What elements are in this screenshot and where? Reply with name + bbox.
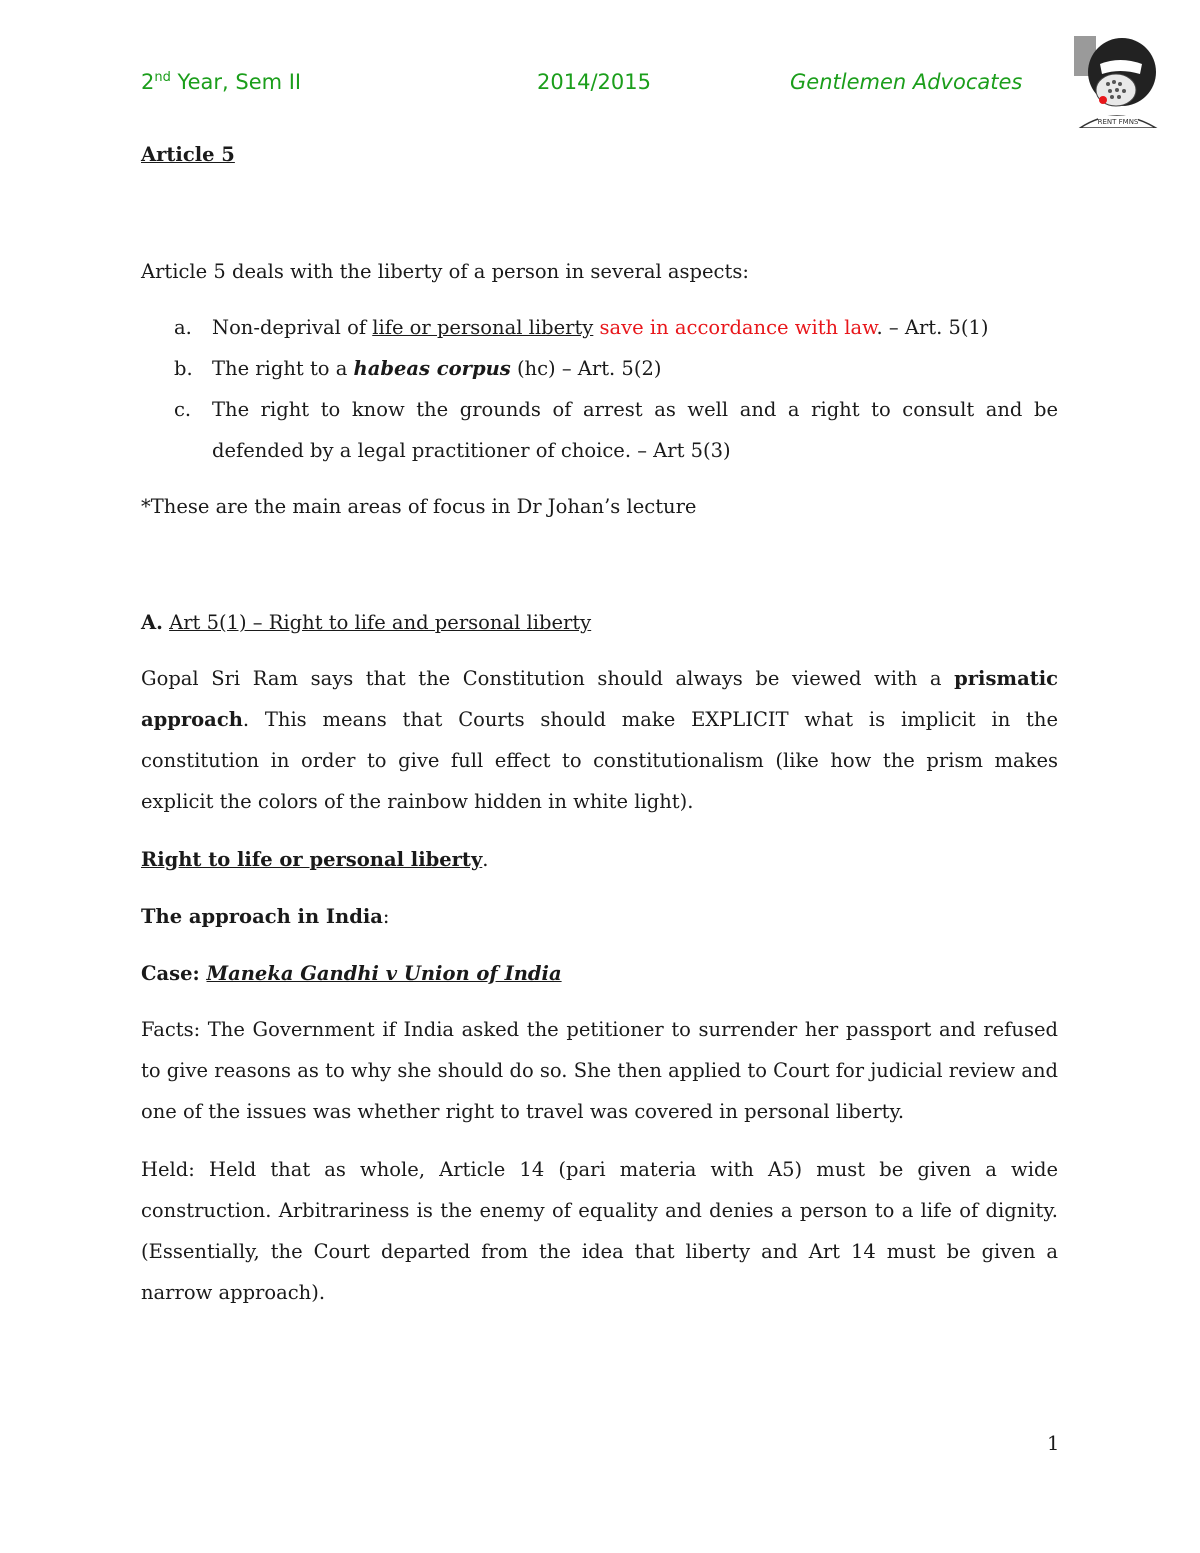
section-a-title: Art 5(1) – Right to life and personal liberty: [169, 611, 592, 634]
list-marker-b: b.: [174, 357, 193, 380]
intro-text: Article 5 deals with the liberty of a person in several aspects:: [141, 260, 749, 283]
list-marker-a: a.: [174, 316, 192, 339]
list-item-b-post: (hc) – Art. 5(2): [510, 357, 662, 380]
approach-india-heading: [141, 907, 389, 927]
page-number: 1: [1047, 1432, 1060, 1455]
list-item-a-post: . – Art. 5(1): [876, 316, 989, 339]
list-item-b-italic: habeas corpus: [353, 357, 511, 380]
logo-caption: RENT FMNS: [1097, 118, 1139, 126]
gopal-post: . This means that Courts should make EXPLICIT what is implicit in the constitution in order to give full effect to constitutionalism (like how the prism makes explicit the colors of the rainbow hidden in white light).: [141, 708, 1058, 813]
list-item-a-pre: Non-deprival of: [212, 316, 373, 339]
header-session: 2014/2015: [537, 70, 651, 94]
list-item-c: The right to know the grounds of arrest as well and a right to consult and be defended by a legal practitioner of choice. – Art 5(3): [212, 398, 1058, 462]
gopal-pre: Gopal Sri Ram says that the Constitution should always be viewed with a: [141, 667, 955, 690]
list-marker-c: c.: [174, 398, 192, 421]
header-year-sup: nd: [154, 70, 171, 85]
right-to-life-tail: .: [482, 848, 489, 871]
gopal-bold: prismatic approach: [141, 667, 1058, 731]
section-a-label: A.: [141, 611, 163, 634]
header-year-rest: Year, Sem II: [170, 70, 302, 94]
approach-india-tail: :: [382, 905, 390, 928]
section-a-heading: [141, 613, 591, 633]
case-heading: [141, 964, 562, 984]
approach-india-title: The approach in India: [141, 905, 383, 928]
header-year-num: 2: [141, 70, 155, 94]
case-label: Case:: [141, 962, 207, 985]
facts-paragraph: Facts: The Government if India asked the petitioner to surrender her passport and refused to give reasons as to why she should do so. She then applied to Court for judicial review and one of the issues was whether right to travel was covered in personal liberty.: [141, 1018, 1058, 1123]
header-course: [141, 70, 301, 94]
held-paragraph: Held: Held that as whole, Article 14 (pari materia with A5) must be given a wide construction. Arbitrariness is the enemy of equality and denies a person to a life of dignity. (Essentially, the Court departed from the idea that liberty and Art 14 must be given a narrow approach).: [141, 1158, 1058, 1304]
lecture-note: *These are the main areas of focus in Dr Johan’s lecture: [141, 495, 697, 518]
list-item-b-pre: The right to a: [212, 357, 354, 380]
header-brand: Gentlemen Advocates: [790, 70, 1023, 94]
gopal-paragraph: [141, 658, 1058, 822]
list-item-a-underlined: life or personal liberty: [372, 316, 594, 339]
list-item-a-red: save in accordance with law: [593, 316, 877, 339]
page-title: Article 5: [141, 143, 235, 166]
list-item-a: [212, 318, 989, 338]
case-name: Maneka Gandhi v Union of India: [206, 962, 562, 985]
list-item-b: [212, 359, 661, 379]
masked-face-logo-icon: [1070, 34, 1162, 128]
right-to-life-heading: [141, 850, 488, 870]
right-to-life-title: Right to life or personal liberty: [141, 848, 483, 871]
